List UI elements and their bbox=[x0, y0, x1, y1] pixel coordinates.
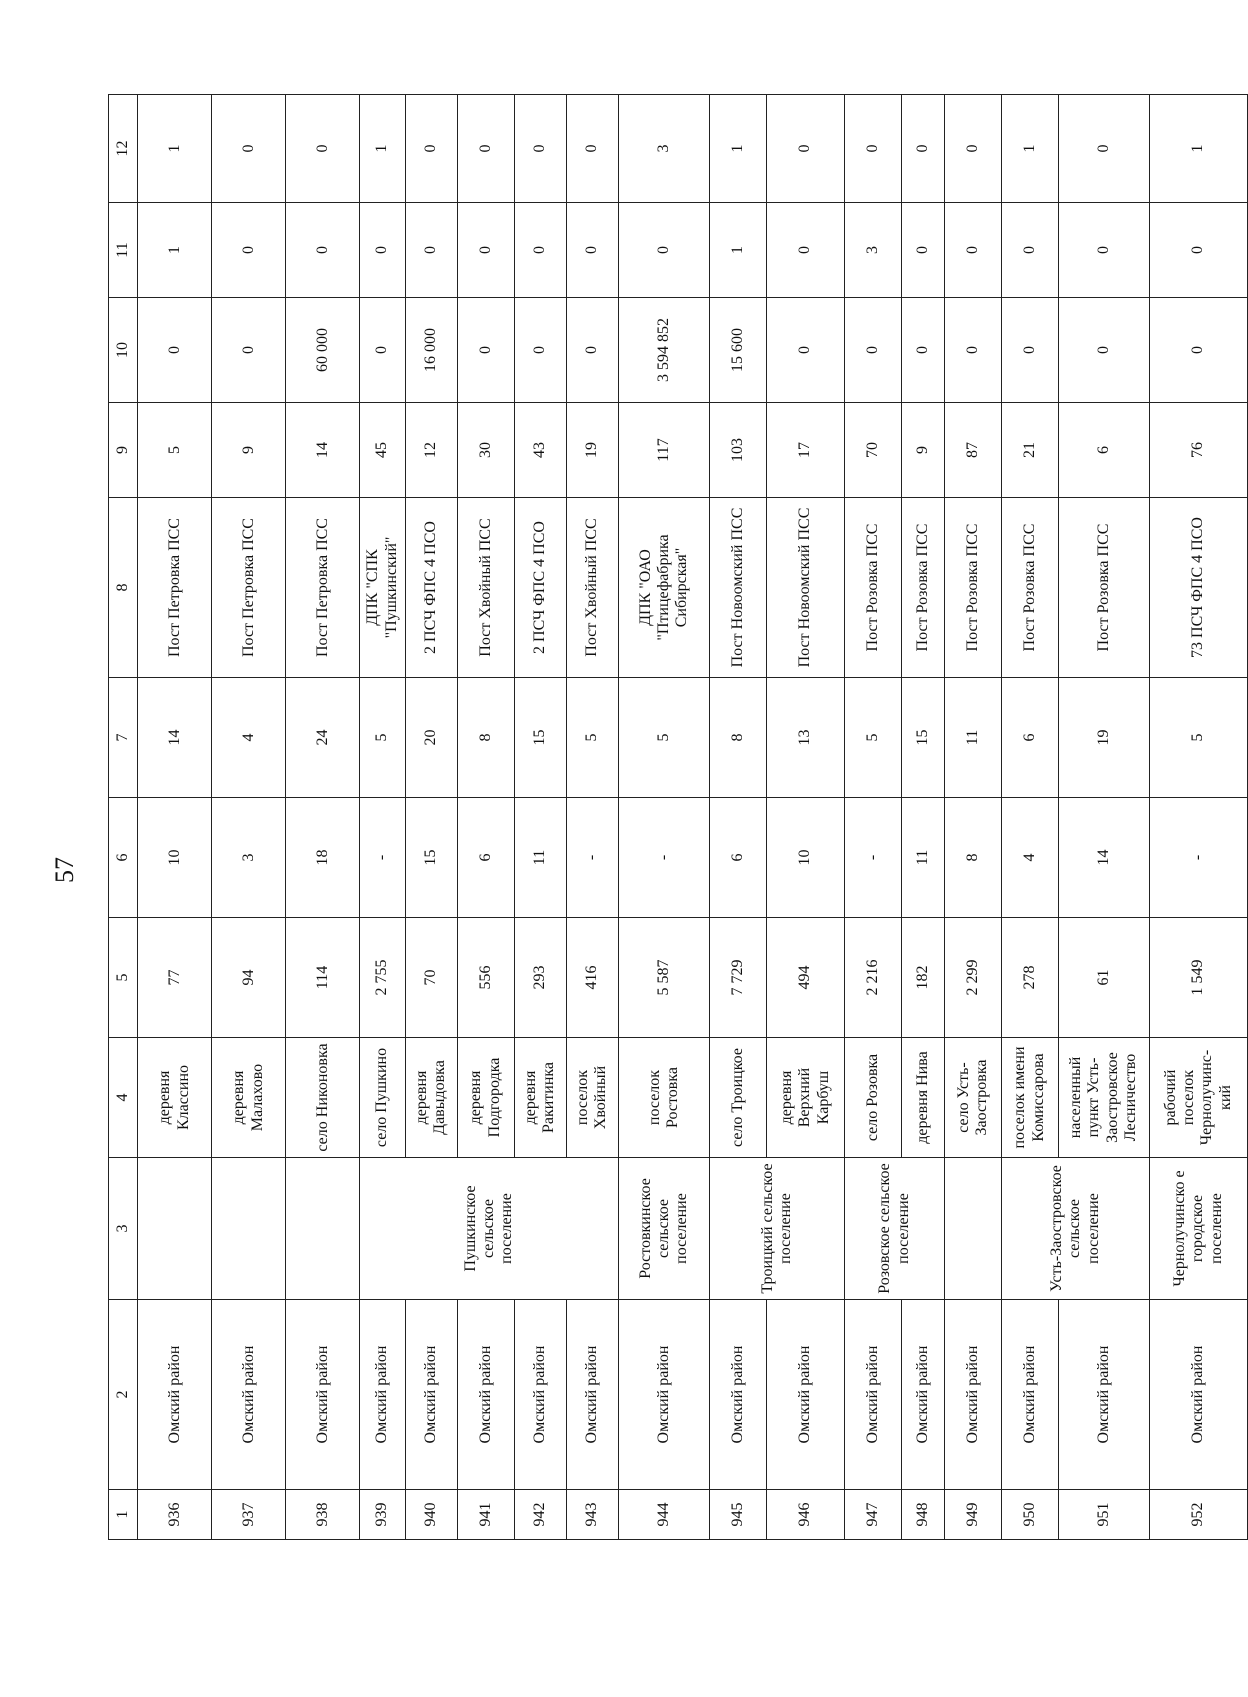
value-cell: 11 bbox=[945, 678, 1002, 798]
municipality-cell bbox=[138, 1158, 212, 1300]
table-row bbox=[945, 95, 1002, 1540]
table-row bbox=[360, 95, 405, 1540]
fire-post-cell: Пост Новоомский ПСС bbox=[710, 498, 767, 678]
value-cell: 1 bbox=[138, 203, 212, 298]
row-number-cell: 938 bbox=[286, 1490, 360, 1540]
fire-post-cell: ДПК "СПК "Пушкинский" bbox=[360, 498, 405, 678]
value-cell: 0 bbox=[360, 203, 405, 298]
value-cell: 11 bbox=[901, 798, 945, 918]
value-cell: 0 bbox=[566, 298, 618, 403]
value-cell: 0 bbox=[901, 203, 945, 298]
population-cell: 7 729 bbox=[710, 918, 767, 1038]
district-cell: Омский район bbox=[405, 1300, 457, 1490]
value-cell: 0 bbox=[566, 203, 618, 298]
fire-post-cell: Пост Новоомский ПСС bbox=[766, 498, 844, 678]
settlement-cell: деревня Малахово bbox=[212, 1038, 286, 1158]
value-cell: 0 bbox=[945, 95, 1002, 203]
district-cell: Омский район bbox=[286, 1300, 360, 1490]
value-cell: 43 bbox=[514, 403, 566, 498]
value-cell: 1 bbox=[1001, 95, 1058, 203]
header-cell: 5 bbox=[109, 918, 138, 1038]
value-cell: 0 bbox=[901, 298, 945, 403]
value-cell: 0 bbox=[901, 95, 945, 203]
value-cell: 87 bbox=[945, 403, 1002, 498]
municipality-cell: Усть-Заостровское сельское поселение bbox=[1001, 1158, 1149, 1300]
fire-post-cell: 2 ПСЧ ФПС 4 ПСО bbox=[405, 498, 457, 678]
value-cell: 3 bbox=[212, 798, 286, 918]
value-cell: 0 bbox=[566, 95, 618, 203]
row-number-cell: 936 bbox=[138, 1490, 212, 1540]
value-cell: 9 bbox=[901, 403, 945, 498]
row-number-cell: 950 bbox=[1001, 1490, 1058, 1540]
district-cell: Омский район bbox=[1001, 1300, 1058, 1490]
fire-post-cell: Пост Розовка ПСС bbox=[901, 498, 945, 678]
header-cell: 4 bbox=[109, 1038, 138, 1158]
fire-post-cell: Пост Хвойный ПСС bbox=[458, 498, 515, 678]
value-cell: 20 bbox=[405, 678, 457, 798]
value-cell: 15 600 bbox=[710, 298, 767, 403]
value-cell: 76 bbox=[1149, 403, 1247, 498]
value-cell: - bbox=[360, 798, 405, 918]
fire-post-cell: ДПК "ОАО "Птицефабрика Сибирская" bbox=[619, 498, 710, 678]
value-cell: 18 bbox=[286, 798, 360, 918]
table-row bbox=[766, 95, 844, 1540]
value-cell: 0 bbox=[1001, 203, 1058, 298]
value-cell: 0 bbox=[360, 298, 405, 403]
value-cell: 14 bbox=[138, 678, 212, 798]
value-cell: 8 bbox=[710, 678, 767, 798]
value-cell: 1 bbox=[710, 95, 767, 203]
value-cell: - bbox=[566, 798, 618, 918]
value-cell: 13 bbox=[766, 678, 844, 798]
value-cell: 45 bbox=[360, 403, 405, 498]
value-cell: 12 bbox=[405, 403, 457, 498]
value-cell: 0 bbox=[1149, 203, 1247, 298]
value-cell: 117 bbox=[619, 403, 710, 498]
row-number-cell: 947 bbox=[845, 1490, 902, 1540]
value-cell: 10 bbox=[138, 798, 212, 918]
table-row bbox=[458, 95, 515, 1540]
row-number-cell: 940 bbox=[405, 1490, 457, 1540]
municipality-cell bbox=[945, 1158, 1002, 1300]
row-number-cell: 945 bbox=[710, 1490, 767, 1540]
population-cell: 5 587 bbox=[619, 918, 710, 1038]
value-cell: 0 bbox=[766, 298, 844, 403]
population-cell: 114 bbox=[286, 918, 360, 1038]
table-row bbox=[1149, 95, 1247, 1540]
value-cell: 0 bbox=[1058, 203, 1149, 298]
value-cell: 0 bbox=[1058, 298, 1149, 403]
header-cell: 10 bbox=[109, 298, 138, 403]
value-cell: 1 bbox=[710, 203, 767, 298]
fire-post-cell: Пост Петровка ПСС bbox=[138, 498, 212, 678]
header-cell: 12 bbox=[109, 95, 138, 203]
municipality-cell: Чернолучинско е городское поселение bbox=[1149, 1158, 1247, 1300]
fire-post-cell: Пост Розовка ПСС bbox=[1001, 498, 1058, 678]
district-cell: Омский район bbox=[766, 1300, 844, 1490]
settlement-cell: деревня Подгородка bbox=[458, 1038, 515, 1158]
district-cell: Омский район bbox=[1149, 1300, 1247, 1490]
table-row bbox=[710, 95, 767, 1540]
settlement-cell: деревня Классино bbox=[138, 1038, 212, 1158]
fire-post-cell: Пост Розовка ПСС bbox=[845, 498, 902, 678]
value-cell: 0 bbox=[458, 203, 515, 298]
value-cell: 0 bbox=[1149, 298, 1247, 403]
value-cell: 17 bbox=[766, 403, 844, 498]
header-cell: 2 bbox=[109, 1300, 138, 1490]
row-number-cell: 946 bbox=[766, 1490, 844, 1540]
settlement-cell: деревня Давыдовка bbox=[405, 1038, 457, 1158]
population-cell: 2 216 bbox=[845, 918, 902, 1038]
row-number-cell: 942 bbox=[514, 1490, 566, 1540]
value-cell: 21 bbox=[1001, 403, 1058, 498]
district-cell: Омский район bbox=[566, 1300, 618, 1490]
value-cell: 6 bbox=[1058, 403, 1149, 498]
value-cell: 0 bbox=[458, 95, 515, 203]
settlement-cell: село Троицкое bbox=[710, 1038, 767, 1158]
page-number: 57 bbox=[50, 857, 79, 883]
header-cell: 8 bbox=[109, 498, 138, 678]
value-cell: - bbox=[845, 798, 902, 918]
header-cell: 3 bbox=[109, 1158, 138, 1300]
row-number-cell: 937 bbox=[212, 1490, 286, 1540]
value-cell: 5 bbox=[1149, 678, 1247, 798]
table-row bbox=[514, 95, 566, 1540]
settlement-cell: деревня Верхний Карбуш bbox=[766, 1038, 844, 1158]
district-cell: Омский район bbox=[710, 1300, 767, 1490]
value-cell: 8 bbox=[945, 798, 1002, 918]
fire-post-cell: Пост Хвойный ПСС bbox=[566, 498, 618, 678]
value-cell: 0 bbox=[286, 95, 360, 203]
value-cell: 0 bbox=[766, 95, 844, 203]
value-cell: 3 bbox=[845, 203, 902, 298]
value-cell: 15 bbox=[514, 678, 566, 798]
value-cell: 0 bbox=[1058, 95, 1149, 203]
value-cell: 0 bbox=[619, 203, 710, 298]
value-cell: 19 bbox=[1058, 678, 1149, 798]
header-cell: 9 bbox=[109, 403, 138, 498]
value-cell: 5 bbox=[138, 403, 212, 498]
value-cell: 19 bbox=[566, 403, 618, 498]
population-cell: 70 bbox=[405, 918, 457, 1038]
value-cell: 6 bbox=[1001, 678, 1058, 798]
settlement-cell: деревня Нива bbox=[901, 1038, 945, 1158]
settlement-cell: село Никоновка bbox=[286, 1038, 360, 1158]
settlement-cell: деревня Ракитинка bbox=[514, 1038, 566, 1158]
population-cell: 1 549 bbox=[1149, 918, 1247, 1038]
value-cell: 0 bbox=[286, 203, 360, 298]
fire-post-cell: Пост Розовка ПСС bbox=[945, 498, 1002, 678]
value-cell: 3 bbox=[619, 95, 710, 203]
table-row bbox=[405, 95, 457, 1540]
fire-post-cell: Пост Петровка ПСС bbox=[212, 498, 286, 678]
value-cell: 5 bbox=[845, 678, 902, 798]
value-cell: 0 bbox=[945, 298, 1002, 403]
district-cell: Омский район bbox=[619, 1300, 710, 1490]
value-cell: 0 bbox=[458, 298, 515, 403]
header-cell: 7 bbox=[109, 678, 138, 798]
value-cell: 0 bbox=[514, 203, 566, 298]
value-cell: 0 bbox=[212, 298, 286, 403]
value-cell: 60 000 bbox=[286, 298, 360, 403]
value-cell: 0 bbox=[1001, 298, 1058, 403]
value-cell: 0 bbox=[212, 203, 286, 298]
header-cell: 11 bbox=[109, 203, 138, 298]
table-container bbox=[108, 95, 1248, 1540]
population-cell: 278 bbox=[1001, 918, 1058, 1038]
row-number-cell: 939 bbox=[360, 1490, 405, 1540]
settlement-cell: рабочий поселок Чернолучинс-кий bbox=[1149, 1038, 1247, 1158]
value-cell: 0 bbox=[945, 203, 1002, 298]
row-number-cell: 948 bbox=[901, 1490, 945, 1540]
settlement-cell: поселок имени Комиссарова bbox=[1001, 1038, 1058, 1158]
population-cell: 94 bbox=[212, 918, 286, 1038]
fire-post-cell: Пост Розовка ПСС bbox=[1058, 498, 1149, 678]
population-cell: 61 bbox=[1058, 918, 1149, 1038]
value-cell: 0 bbox=[845, 298, 902, 403]
municipality-cell bbox=[212, 1158, 286, 1300]
value-cell: 0 bbox=[138, 298, 212, 403]
table-row bbox=[286, 95, 360, 1540]
settlement-cell: населенный пункт Усть-Заостровское Лесничество bbox=[1058, 1038, 1149, 1158]
value-cell: 0 bbox=[212, 95, 286, 203]
municipality-cell: Пушкинское сельское поселение bbox=[360, 1158, 619, 1300]
population-cell: 182 bbox=[901, 918, 945, 1038]
district-cell: Омский район bbox=[845, 1300, 902, 1490]
municipality-cell bbox=[286, 1158, 360, 1300]
population-cell: 2 299 bbox=[945, 918, 1002, 1038]
population-cell: 416 bbox=[566, 918, 618, 1038]
row-number-cell: 952 bbox=[1149, 1490, 1247, 1540]
value-cell: 30 bbox=[458, 403, 515, 498]
table-row bbox=[619, 95, 710, 1540]
value-cell: 15 bbox=[901, 678, 945, 798]
value-cell: 16 000 bbox=[405, 298, 457, 403]
row-number-cell: 944 bbox=[619, 1490, 710, 1540]
row-number-cell: 951 bbox=[1058, 1490, 1149, 1540]
settlement-cell: село Усть-Заостровка bbox=[945, 1038, 1002, 1158]
district-cell: Омский район bbox=[901, 1300, 945, 1490]
value-cell: 15 bbox=[405, 798, 457, 918]
value-cell: 0 bbox=[405, 203, 457, 298]
settlement-cell: поселок Ростовка bbox=[619, 1038, 710, 1158]
settlements-table bbox=[108, 94, 1248, 1540]
value-cell: 14 bbox=[286, 403, 360, 498]
population-cell: 556 bbox=[458, 918, 515, 1038]
district-cell: Омский район bbox=[514, 1300, 566, 1490]
district-cell: Омский район bbox=[360, 1300, 405, 1490]
header-row bbox=[109, 95, 138, 1540]
table-row bbox=[138, 95, 212, 1540]
settlement-cell: поселок Хвойный bbox=[566, 1038, 618, 1158]
row-number-cell: 943 bbox=[566, 1490, 618, 1540]
value-cell: 5 bbox=[619, 678, 710, 798]
population-cell: 77 bbox=[138, 918, 212, 1038]
header-cell: 6 bbox=[109, 798, 138, 918]
value-cell: 8 bbox=[458, 678, 515, 798]
value-cell: - bbox=[619, 798, 710, 918]
table-row bbox=[212, 95, 286, 1540]
value-cell: 0 bbox=[766, 203, 844, 298]
table-row bbox=[845, 95, 902, 1540]
table-row bbox=[1058, 95, 1149, 1540]
value-cell: 9 bbox=[212, 403, 286, 498]
municipality-cell: Троицкий сельское поселение bbox=[710, 1158, 845, 1300]
value-cell: 1 bbox=[360, 95, 405, 203]
value-cell: 4 bbox=[1001, 798, 1058, 918]
value-cell: 0 bbox=[514, 298, 566, 403]
population-cell: 293 bbox=[514, 918, 566, 1038]
value-cell: 6 bbox=[458, 798, 515, 918]
value-cell: 0 bbox=[405, 95, 457, 203]
value-cell: 1 bbox=[1149, 95, 1247, 203]
value-cell: 11 bbox=[514, 798, 566, 918]
value-cell: 4 bbox=[212, 678, 286, 798]
table-row bbox=[566, 95, 618, 1540]
municipality-cell: Розовское сельское поселение bbox=[845, 1158, 945, 1300]
settlement-cell: село Розовка bbox=[845, 1038, 902, 1158]
population-cell: 494 bbox=[766, 918, 844, 1038]
district-cell: Омский район bbox=[458, 1300, 515, 1490]
population-cell: 2 755 bbox=[360, 918, 405, 1038]
table-row bbox=[901, 95, 945, 1540]
fire-post-cell: Пост Петровка ПСС bbox=[286, 498, 360, 678]
value-cell: 6 bbox=[710, 798, 767, 918]
header-cell: 1 bbox=[109, 1490, 138, 1540]
value-cell: 1 bbox=[138, 95, 212, 203]
value-cell: 5 bbox=[566, 678, 618, 798]
value-cell: 24 bbox=[286, 678, 360, 798]
value-cell: 3 594 852 bbox=[619, 298, 710, 403]
value-cell: 103 bbox=[710, 403, 767, 498]
value-cell: 10 bbox=[766, 798, 844, 918]
district-cell: Омский район bbox=[1058, 1300, 1149, 1490]
fire-post-cell: 73 ПСЧ ФПС 4 ПСО bbox=[1149, 498, 1247, 678]
settlement-cell: село Пушкино bbox=[360, 1038, 405, 1158]
value-cell: 70 bbox=[845, 403, 902, 498]
value-cell: 5 bbox=[360, 678, 405, 798]
district-cell: Омский район bbox=[138, 1300, 212, 1490]
fire-post-cell: 2 ПСЧ ФПС 4 ПСО bbox=[514, 498, 566, 678]
row-number-cell: 941 bbox=[458, 1490, 515, 1540]
table-row bbox=[1001, 95, 1058, 1540]
value-cell: 0 bbox=[845, 95, 902, 203]
value-cell: - bbox=[1149, 798, 1247, 918]
district-cell: Омский район bbox=[945, 1300, 1002, 1490]
row-number-cell: 949 bbox=[945, 1490, 1002, 1540]
value-cell: 0 bbox=[514, 95, 566, 203]
district-cell: Омский район bbox=[212, 1300, 286, 1490]
value-cell: 14 bbox=[1058, 798, 1149, 918]
municipality-cell: Ростовкинское сельское поселение bbox=[619, 1158, 710, 1300]
